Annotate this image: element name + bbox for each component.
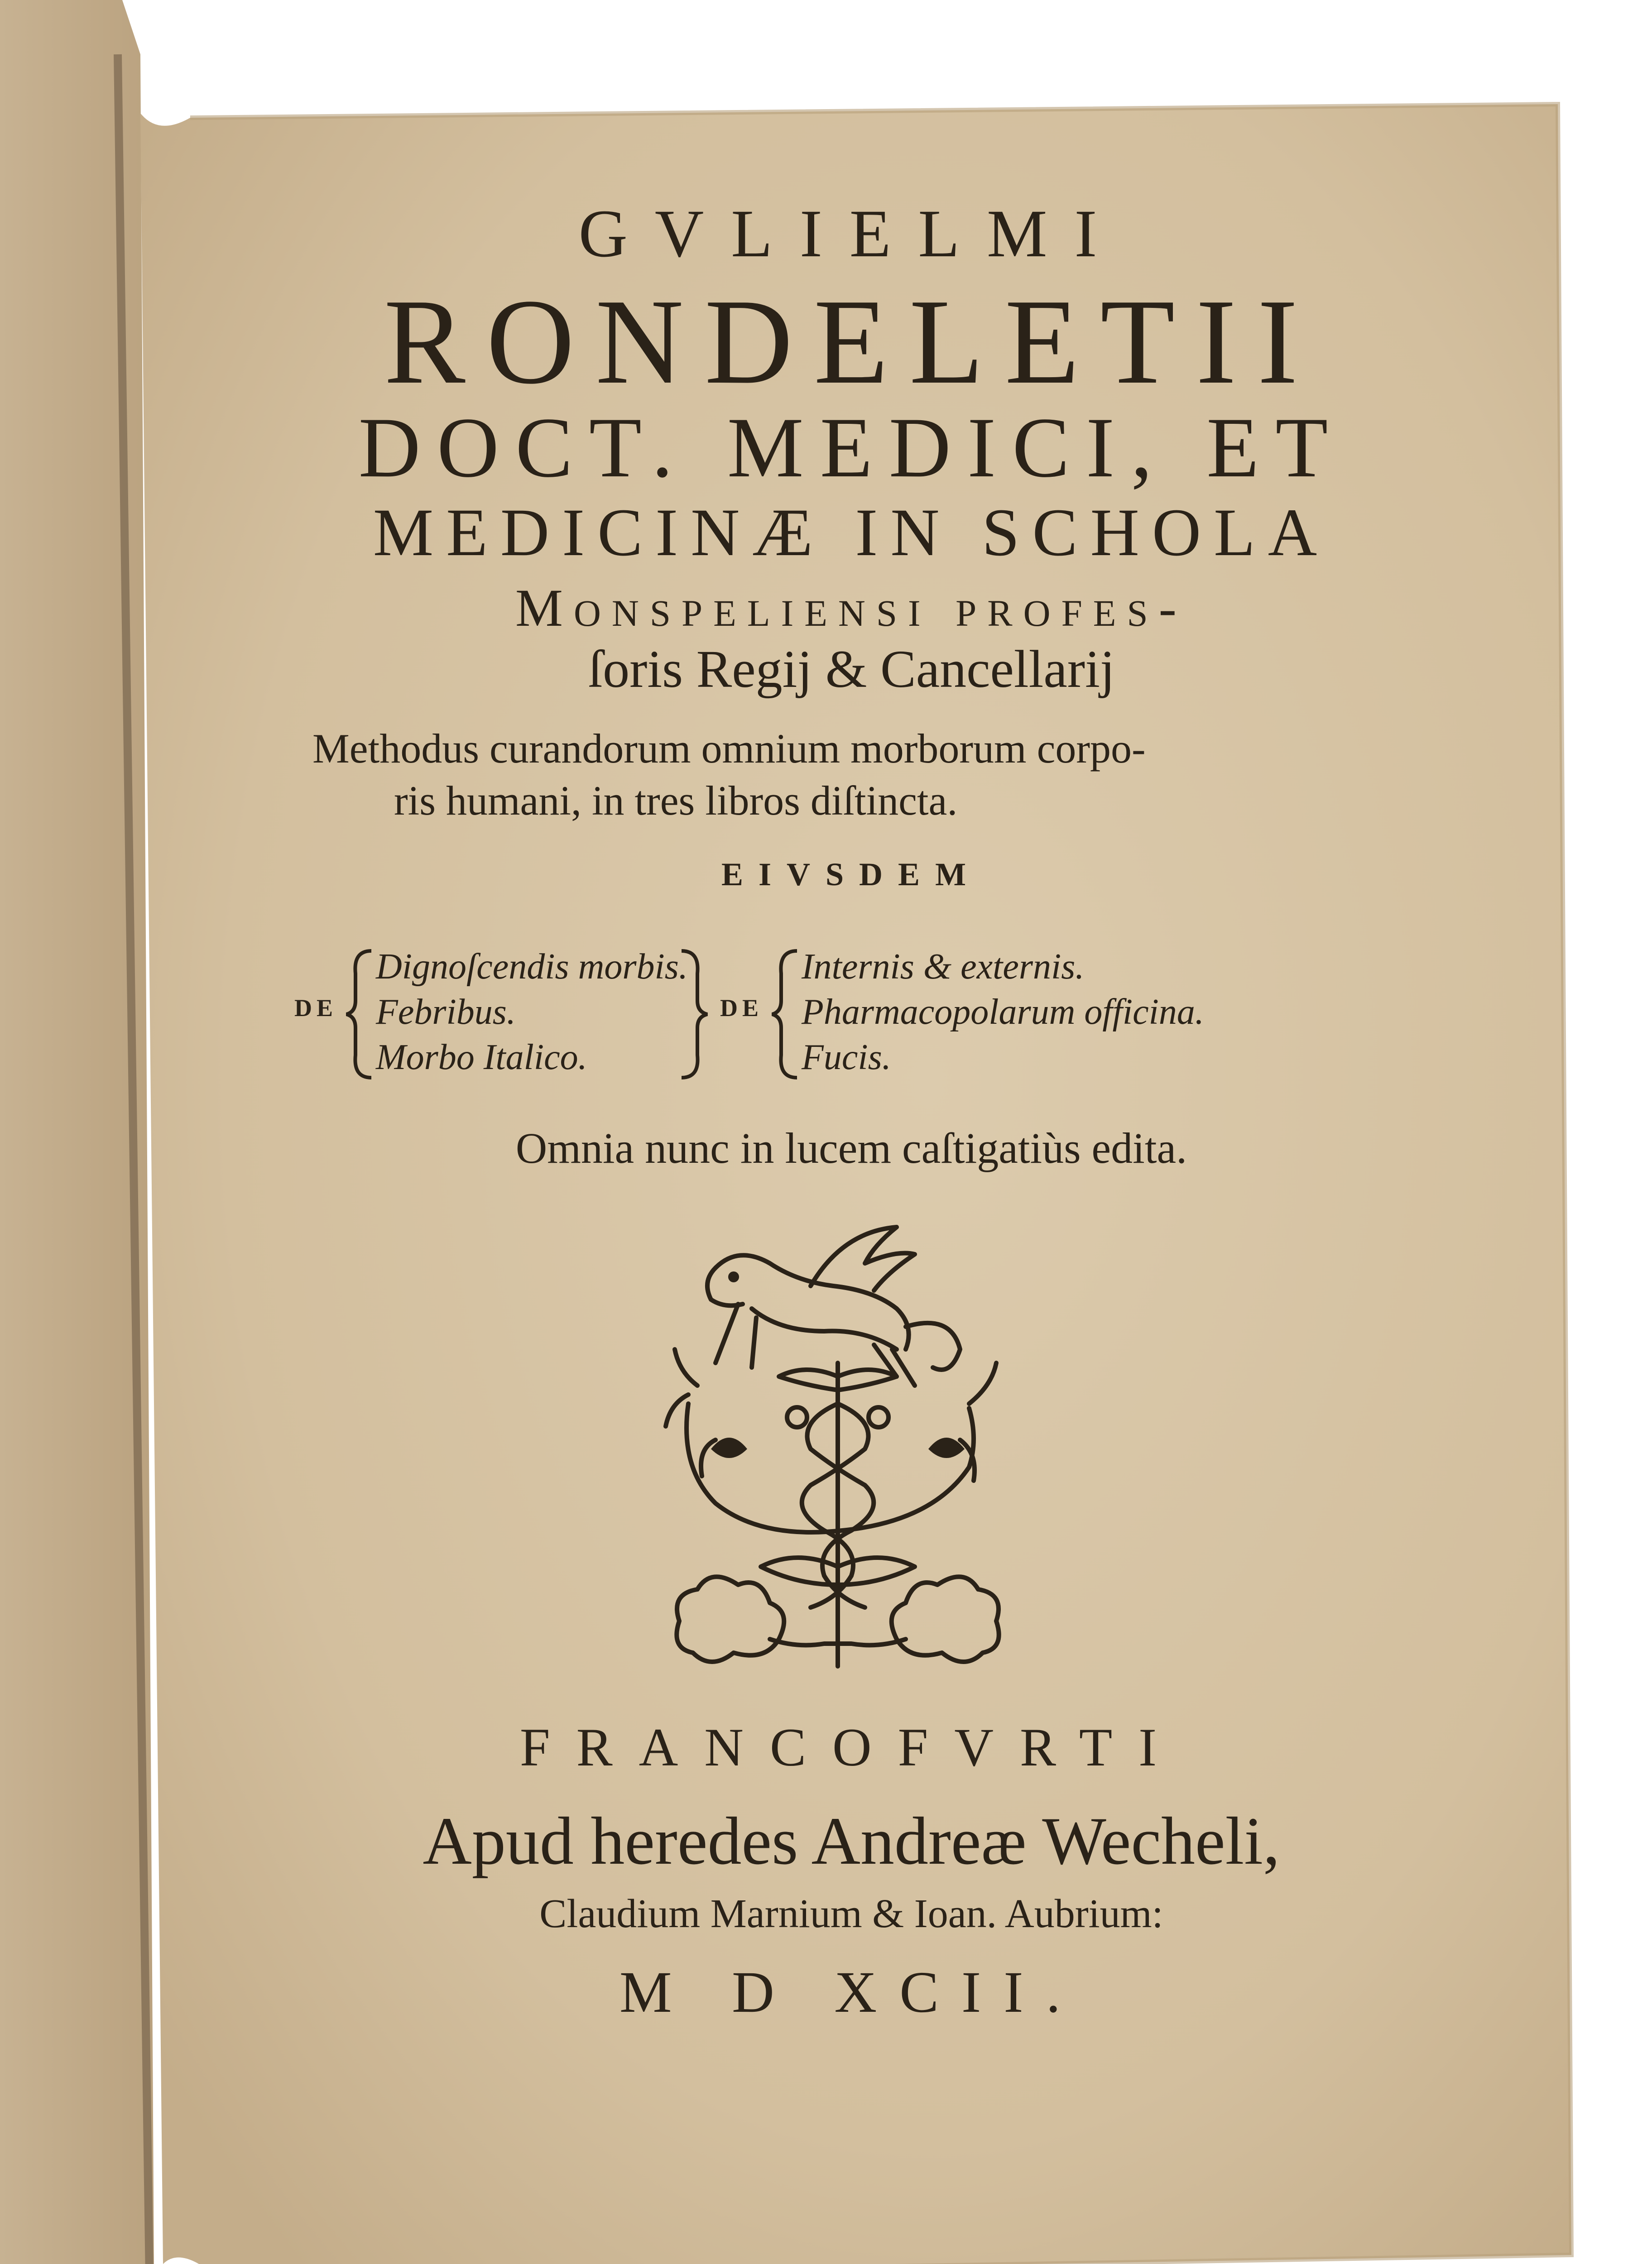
title-line-4: MEDICINÆ IN SCHOLA [373, 495, 1330, 570]
imprint-year: M D XCII. [619, 1960, 1084, 2025]
de-label-left: DE [294, 994, 338, 1022]
title-line-5: Monspeliensi profes- [515, 578, 1187, 638]
work-title-line-1: Methodus curandorum omnium morborum corpo- [312, 725, 1146, 772]
author-last-name: RONDELETII [384, 274, 1319, 409]
imprint-printers: Claudium Marnium & Ioan. Aubrium: [539, 1891, 1163, 1936]
work-title-line-2: ris humani, in tres libros diſtincta. [394, 777, 958, 824]
pegasus-caduceus-device-icon [661, 1214, 1014, 1698]
right-item-2: Pharmacopolarum officina. [802, 992, 1204, 1032]
left-item-1: Dignoſcendis morbis. [376, 947, 688, 987]
author-first-name: GVLIELMI [578, 196, 1124, 271]
left-brace-icon [344, 946, 380, 1082]
right-closing-brace-icon [675, 946, 711, 1082]
title-line-3: DOCT. MEDICI, ET [358, 400, 1345, 495]
title-page [149, 109, 1553, 2264]
left-item-2: Febribus. [376, 992, 516, 1032]
imprint-publisher: Apud heredes Andreæ Wecheli, [423, 1804, 1280, 1879]
right-item-1: Internis & externis. [802, 947, 1085, 987]
eiusdem-heading: EIVSDEM [721, 856, 982, 892]
de-label-right: DE [720, 994, 764, 1022]
title-line-6: ſoris Regij & Cancellarij [588, 639, 1115, 699]
edition-note: Omnia nunc in lucem caſtigatiùs edita. [515, 1124, 1187, 1172]
right-brace-icon [770, 946, 806, 1082]
imprint-city: FRANCOFVRTI [519, 1717, 1183, 1777]
left-item-3: Morbo Italico. [376, 1037, 587, 1077]
right-item-3: Fucis. [802, 1037, 891, 1077]
